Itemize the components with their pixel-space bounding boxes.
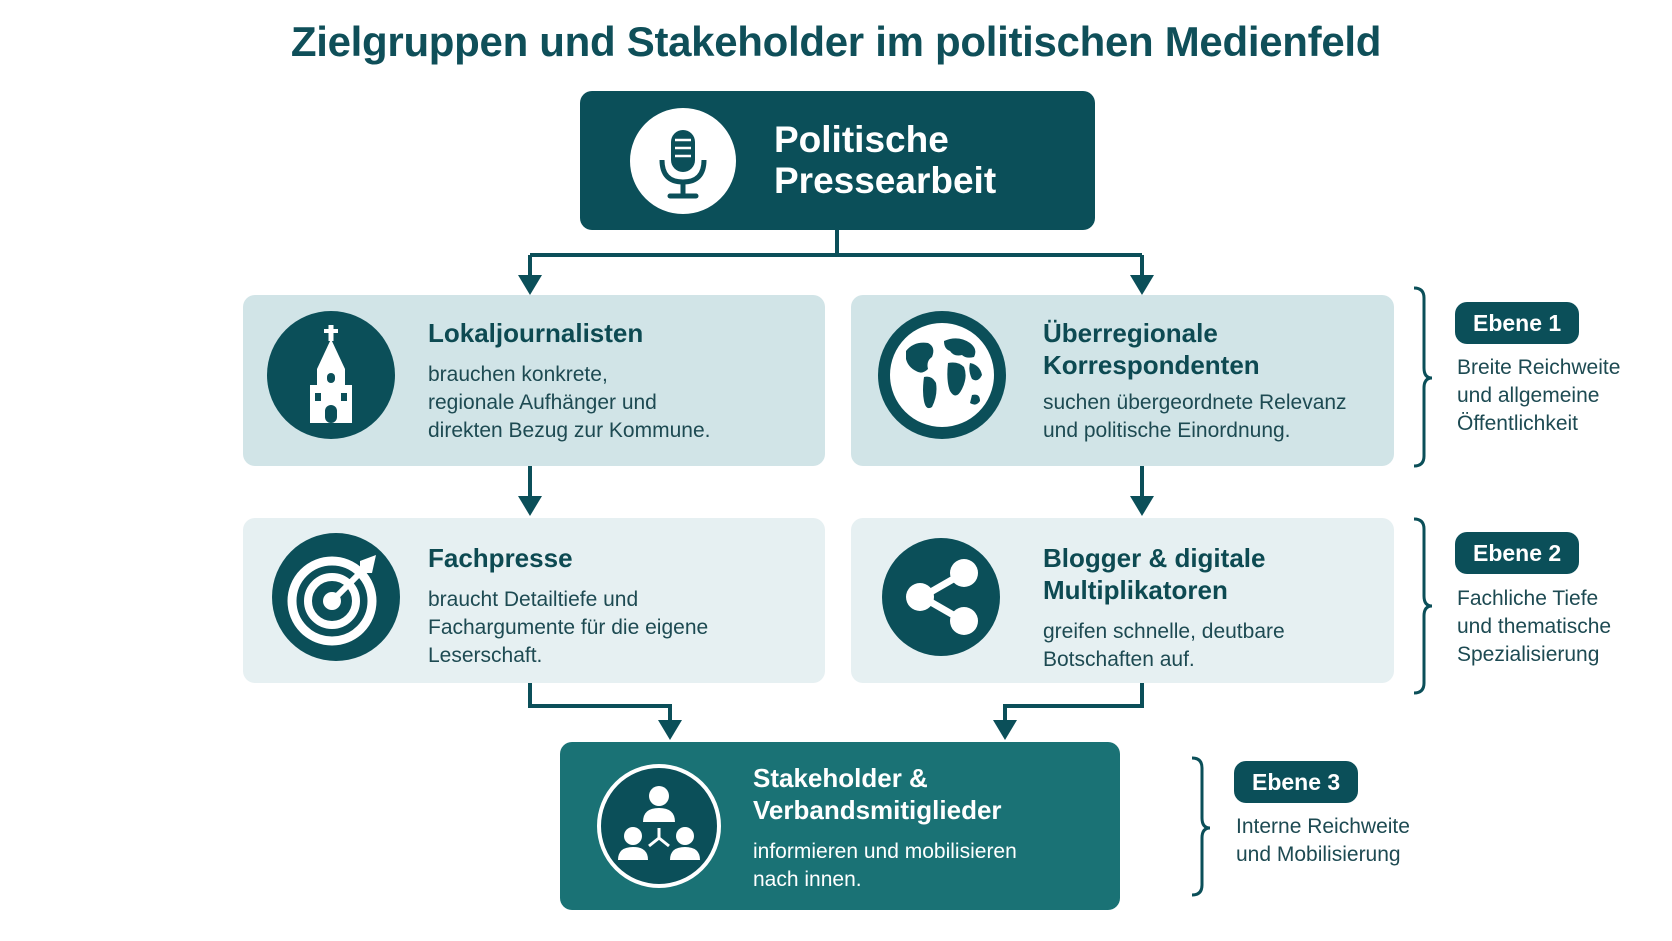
- node-fachpresse: [243, 518, 825, 683]
- connector-fachpresse-stakeholder: [530, 683, 670, 722]
- root-label: Politische Pressearbeit: [774, 119, 997, 201]
- people-network-icon: [597, 764, 721, 888]
- level-3-badge: Ebene 3: [1234, 761, 1358, 803]
- node-description: braucht Detailtiefe und Fachargumente für die eigene Leserschaft.: [428, 588, 709, 667]
- node-title: Lokaljournalisten: [428, 318, 644, 348]
- node-title: Überregionale Korrespondenten: [1043, 318, 1260, 380]
- node-politische-pressearbeit: [580, 91, 1095, 230]
- church-tower-icon: [267, 311, 395, 439]
- node-title: Fachpresse: [428, 543, 573, 573]
- arrowhead-right-top: [1130, 275, 1154, 295]
- level-3-description: Interne Reichweite und Mobilisierung: [1236, 815, 1410, 866]
- node-description: informieren und mobilisieren nach innen.: [753, 840, 1017, 891]
- level-1-badge: Ebene 1: [1455, 302, 1579, 344]
- node-lokaljournalisten: [243, 295, 825, 466]
- bracket-level-2: [1414, 519, 1432, 693]
- level-2-badge: Ebene 2: [1455, 532, 1579, 574]
- arrowhead-left-bottom: [658, 720, 682, 740]
- arrowhead-left-mid: [518, 496, 542, 516]
- arrowhead-right-bottom: [993, 720, 1017, 740]
- node-title: Stakeholder & Verbandsmitiglieder: [753, 763, 1002, 825]
- arrowhead-left-top: [518, 275, 542, 295]
- microphone-icon: [630, 108, 736, 214]
- node-description: brauchen konkrete, regionale Aufhänger und direkten Bezug zur Kommune.: [428, 363, 711, 442]
- node-ueberregionale-korrespondenten: [851, 295, 1394, 466]
- bracket-level-1: [1414, 288, 1432, 466]
- connector-blogger-stakeholder: [1005, 683, 1142, 722]
- level-1-description: Breite Reichweite und allgemeine Öffentlichkeit: [1457, 356, 1621, 435]
- node-blogger-digitale-multiplikatoren: [851, 518, 1394, 683]
- node-stakeholder-verbandsmitglieder: [560, 742, 1120, 910]
- diagram-title: Zielgruppen und Stakeholder im politischen Medienfeld: [290, 18, 1382, 65]
- arrowhead-right-mid: [1130, 496, 1154, 516]
- node-description: greifen schnelle, deutbare Botschaften auf.: [1043, 620, 1285, 671]
- bracket-level-3: [1192, 758, 1210, 895]
- node-description: suchen übergeordnete Relevanz und politische Einordnung.: [1043, 391, 1347, 442]
- globe-icon: [878, 311, 1006, 439]
- share-icon: [882, 538, 1000, 656]
- node-title: Blogger & digitale Multiplikatoren: [1043, 543, 1266, 605]
- level-2-description: Fachliche Tiefe und thematische Spezialisierung: [1457, 587, 1612, 666]
- target-icon: [272, 533, 400, 661]
